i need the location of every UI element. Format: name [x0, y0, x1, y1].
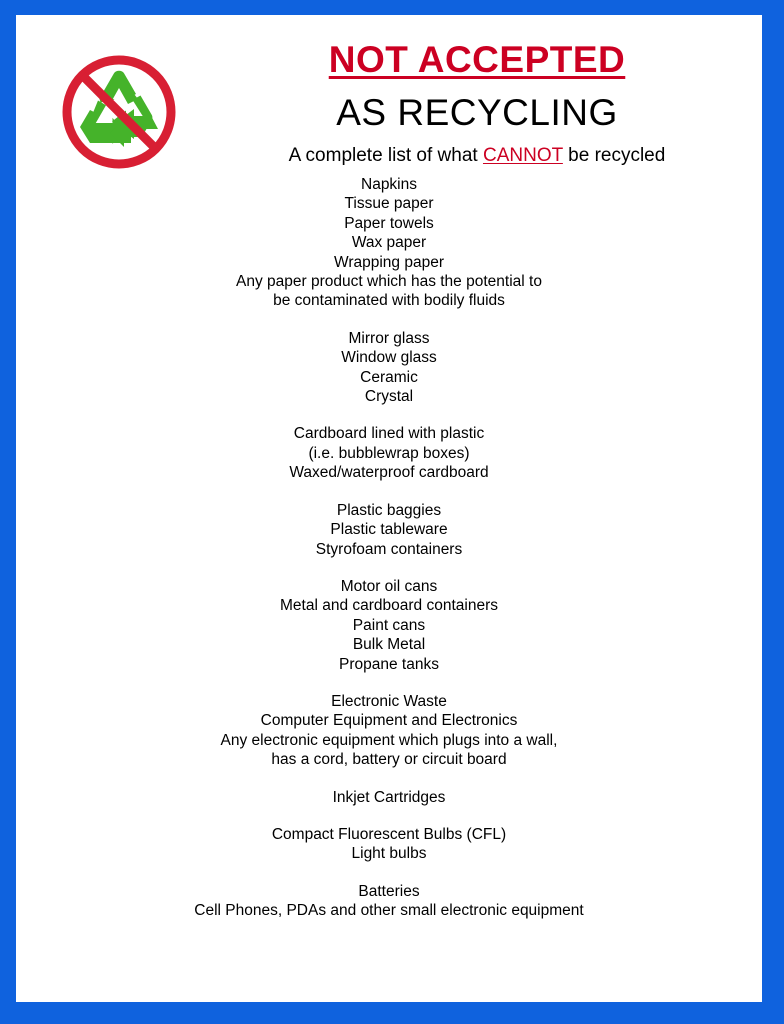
list-item: Styrofoam containers	[315, 540, 463, 558]
list-item: Cardboard lined with plastic	[293, 425, 485, 443]
item-group-electronic-waste	[16, 692, 762, 770]
description-text-before: A complete list of what	[288, 144, 483, 166]
page-description	[192, 133, 762, 167]
list-item: Paper towels	[344, 214, 434, 232]
list-item: Batteries	[358, 882, 420, 900]
list-item: Ceramic	[360, 368, 418, 386]
list-item: Computer Equipment and Electronics	[260, 712, 518, 730]
item-group-glass-and-ceramics	[16, 329, 762, 407]
item-group-plastics-and-foam	[16, 501, 762, 559]
list-item: Wax paper	[351, 234, 427, 252]
list-item: Propane tanks	[339, 655, 439, 673]
list-item: Window glass	[341, 349, 437, 367]
list-item: Paint cans	[352, 616, 426, 634]
item-group-coated-cardboard	[16, 424, 762, 482]
list-item: Any electronic equipment which plugs into a wall,	[220, 731, 558, 749]
item-group-printer-supplies	[16, 788, 762, 807]
poster-white-sheet	[16, 15, 762, 1002]
list-item: Waxed/waterproof cardboard	[289, 464, 489, 482]
list-item: be contaminated with bodily fluids	[273, 292, 505, 310]
poster-header	[16, 15, 762, 175]
list-item: Bulk Metal	[352, 636, 426, 654]
list-item: Mirror glass	[348, 329, 430, 347]
list-item: has a cord, battery or circuit board	[271, 751, 507, 769]
list-item: Light bulbs	[351, 845, 427, 863]
list-item: Wrapping paper	[333, 253, 444, 271]
list-item: Napkins	[361, 176, 417, 193]
list-item: Any paper product which has the potential to	[236, 273, 542, 291]
page-title-not-accepted: NOT ACCEPTED	[328, 39, 626, 80]
item-group-light-bulbs	[16, 825, 762, 864]
header-text-block	[192, 15, 762, 167]
list-item: Tissue paper	[344, 195, 434, 213]
item-group-batteries-and-small-electronics	[16, 882, 762, 921]
list-item: Crystal	[364, 388, 414, 406]
list-item: Plastic baggies	[336, 501, 442, 519]
page-subtitle-as-recycling: AS RECYCLING	[336, 91, 618, 133]
list-item: Compact Fluorescent Bulbs (CFL)	[271, 825, 507, 843]
description-text-after: be recycled	[562, 144, 666, 166]
list-item: Electronic Waste	[331, 692, 447, 710]
description-emphasis-cannot: CANNOT	[482, 144, 563, 166]
item-group-metal-and-hazardous-cans	[16, 577, 762, 674]
list-item: Motor oil cans	[340, 577, 438, 595]
list-item: (i.e. bubblewrap boxes)	[308, 444, 470, 462]
not-accepted-item-list	[16, 175, 762, 921]
item-group-paper-products	[16, 175, 762, 311]
no-recycling-icon	[62, 55, 176, 169]
list-item: Metal and cardboard containers	[280, 597, 498, 615]
list-item: Plastic tableware	[330, 521, 448, 539]
list-item: Inkjet Cartridges	[332, 788, 446, 806]
list-item: Cell Phones, PDAs and other small electronic equipment	[194, 902, 584, 920]
